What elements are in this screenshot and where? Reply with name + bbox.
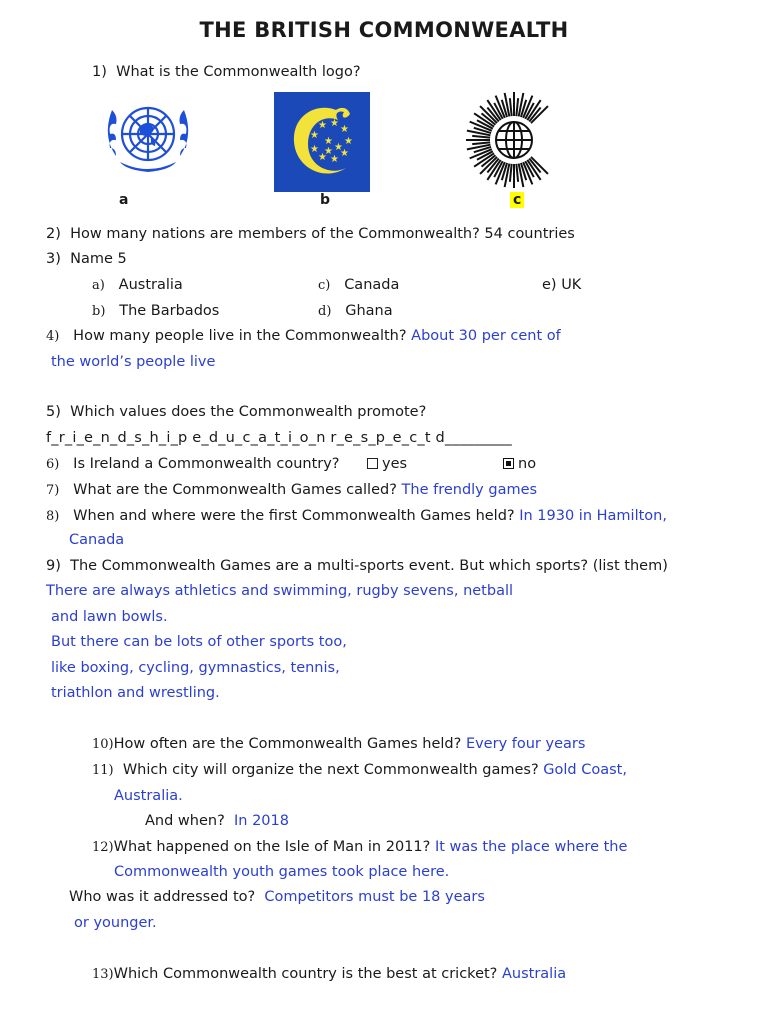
un-emblem-logo: [96, 94, 200, 180]
council-of-europe-logo: [274, 92, 370, 192]
svg-text:★: ★: [340, 124, 349, 135]
yes-checkbox[interactable]: [367, 458, 378, 469]
answer-text: Competitors must be 18 years: [264, 889, 485, 905]
question-number: 12): [92, 840, 114, 855]
answer-text: Australia.: [114, 788, 183, 804]
question-text: What happened on the Isle of Man in 2011?: [113, 839, 431, 855]
question-number: 4): [46, 329, 60, 344]
name-item-a: a) Australia: [92, 277, 183, 293]
answer-text: Australia: [501, 966, 567, 982]
question-text: Is Ireland a Commonwealth country?: [73, 456, 340, 472]
question-text: What are the Commonwealth Games called?: [73, 482, 397, 498]
logo-ray: [472, 142, 490, 144]
question-8: [46, 508, 667, 524]
answer-text: The frendly games: [401, 482, 538, 498]
svg-text:★: ★: [334, 142, 343, 153]
question-text: Name 5: [70, 251, 127, 267]
question-text: Which Commonwealth country is the best at cricket?: [113, 966, 498, 982]
answer-line: But there can be lots of other sports too,: [51, 634, 347, 650]
answer-text: Commonwealth youth games took place here.: [114, 864, 450, 880]
answer-text: Every four years: [465, 736, 586, 752]
logo-ray: [516, 164, 518, 182]
question-3: [46, 251, 127, 267]
answer-text: or younger.: [74, 915, 157, 931]
logo-ray: [472, 136, 490, 138]
question-text: The Commonwealth Games are a multi-sports event. But which sports? (list them): [70, 558, 668, 574]
no-option[interactable]: no: [503, 456, 536, 472]
logo-ray: [510, 98, 512, 116]
question-number: 7): [46, 483, 60, 498]
name-item-e: e) UK: [542, 277, 582, 293]
option-b-label: b: [320, 192, 331, 208]
svg-text:★: ★: [318, 120, 327, 131]
question-number: 6): [46, 457, 60, 472]
question-text: How many nations are members of the Commonwealth? 54 countries: [70, 226, 575, 242]
option-a-label: a: [119, 192, 129, 208]
question-text: How often are the Commonwealth Games held?: [113, 736, 462, 752]
no-checkbox-checked[interactable]: [503, 458, 514, 469]
question-text: And when?: [145, 813, 225, 829]
question-10: [92, 736, 585, 752]
question-9: [46, 558, 668, 574]
question-2: [46, 226, 575, 242]
svg-text:★: ★: [310, 130, 319, 141]
svg-text:★: ★: [310, 144, 319, 155]
answer-text: In 1930 in Hamilton,: [519, 508, 667, 524]
answer-text: the world’s people live: [51, 354, 216, 370]
svg-text:★: ★: [340, 148, 349, 159]
answer-text: Gold Coast,: [543, 762, 627, 778]
answer-text: About 30 per cent of: [411, 328, 561, 344]
svg-text:★: ★: [324, 146, 333, 157]
question-number: 5): [46, 404, 61, 420]
answer-line: like boxing, cycling, gymnastics, tennis,: [51, 660, 340, 676]
question-number: 1): [92, 64, 107, 80]
svg-text:★: ★: [330, 154, 339, 165]
question-number: 11): [92, 763, 114, 778]
question-12: [92, 839, 627, 855]
question-text: When and where were the first Commonwealth Games held?: [73, 508, 515, 524]
question-text: Who was it addressed to?: [69, 889, 256, 905]
question-1: [92, 64, 361, 80]
question-12-sub: [69, 889, 485, 905]
question-number: 13): [92, 967, 114, 982]
answer-line: triathlon and wrestling.: [51, 685, 220, 701]
question-text: Which city will organize the next Commonwealth games?: [122, 762, 539, 778]
question-11: [92, 762, 627, 778]
answer-line: There are always athletics and swimming, rugby sevens, netball: [46, 583, 514, 599]
svg-text:★: ★: [330, 118, 339, 129]
yes-option[interactable]: yes: [367, 456, 407, 472]
name-item-d: d) Ghana: [318, 303, 393, 319]
svg-text:★: ★: [344, 136, 353, 147]
question-number: 8): [46, 509, 60, 524]
globe-icon: [496, 122, 532, 158]
answer-text: Canada: [69, 532, 125, 548]
question-7: [46, 482, 537, 498]
logo-ray: [510, 164, 512, 182]
question-text: Which values does the Commonwealth promote?: [70, 404, 427, 420]
question-5: [46, 404, 426, 420]
question-6: [46, 456, 340, 472]
commonwealth-logo: [460, 90, 568, 190]
question-number: 10): [92, 737, 114, 752]
question-13: [92, 966, 566, 982]
name-item-c: c) Canada: [318, 277, 400, 293]
question-11-sub: [145, 813, 289, 829]
question-number: 3): [46, 251, 61, 267]
option-c-label: [510, 192, 524, 208]
values-fill-in: f_r_i_e_n_d_s_h_i_p e_d_u_c_a_t_i_o_n r_e_s_p_e_c_t d_________: [46, 430, 512, 446]
question-4: [46, 328, 561, 344]
logo-ray: [516, 98, 518, 116]
svg-text:★: ★: [318, 152, 327, 163]
answer-text: In 2018: [234, 813, 289, 829]
name-item-b: b) The Barbados: [92, 303, 220, 319]
page-title: THE BRITISH COMMONWEALTH: [199, 18, 569, 42]
question-text: What is the Commonwealth logo?: [116, 64, 361, 80]
question-number: 2): [46, 226, 61, 242]
question-number: 9): [46, 558, 61, 574]
answer-text: It was the place where the: [434, 839, 628, 855]
question-text: How many people live in the Commonwealth?: [73, 328, 407, 344]
answer-line: and lawn bowls.: [51, 609, 168, 625]
svg-text:★: ★: [324, 136, 333, 147]
option-c-highlight: c: [510, 192, 524, 208]
